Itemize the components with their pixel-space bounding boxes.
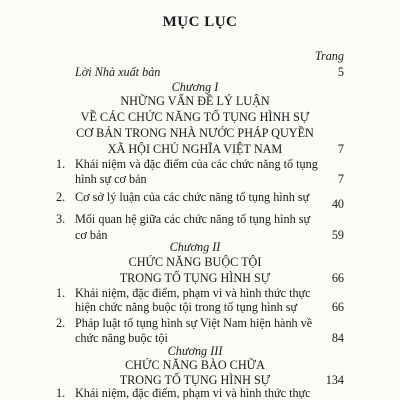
toc-item-text[interactable]: Khái niệm và đặc điểm của các chức năng tố tụng — [75, 157, 318, 171]
chapter-title-line[interactable]: CHỨC NĂNG BÀO CHỮA — [125, 358, 265, 372]
page-column-header: Trang — [314, 49, 344, 63]
toc-item-number: 3. — [56, 212, 66, 226]
chapter-title-line[interactable]: NHỮNG VẤN ĐỀ LÝ LUẬN — [120, 94, 270, 108]
chapter-title-line[interactable]: TRONG TỐ TỤNG HÌNH SỰ — [119, 373, 271, 387]
toc-item-text[interactable]: Cơ sở lý luận của các chức năng tố tụng hình sự — [75, 190, 310, 204]
toc-page-number: 66 — [331, 271, 344, 285]
toc-item-number: 2. — [56, 316, 66, 330]
toc-page-number: 5 — [337, 65, 344, 79]
toc-item-number: 1. — [56, 286, 66, 300]
toc-item-number: 1. — [56, 386, 66, 400]
toc-item-text[interactable]: Khái niệm, đặc điểm, phạm vi và hình thức thực — [75, 286, 311, 300]
toc-item-text[interactable]: Khái niệm, đặc điểm, phạm vi và hình thức thực — [75, 386, 311, 400]
toc-item-text[interactable]: chức năng buộc tội — [75, 331, 168, 345]
page-title: MỤC LỤC — [162, 14, 238, 30]
chapter-label: Chương II — [169, 240, 221, 254]
toc-page-number: 66 — [331, 300, 344, 314]
toc-page-number: 7 — [337, 142, 344, 156]
chapter-title-line[interactable]: CHỨC NĂNG BUỘC TỘI — [128, 255, 262, 269]
toc-entry-preface[interactable]: Lời Nhà xuất bản — [75, 65, 161, 79]
toc-item-text[interactable]: Pháp luật tố tụng hình sự Việt Nam hiện hành về — [75, 316, 313, 330]
chapter-title-line[interactable]: TRONG TỐ TỤNG HÌNH SỰ — [119, 271, 271, 285]
toc-page-number: 40 — [331, 197, 344, 211]
toc-item-text[interactable]: hình sự cơ bản — [75, 172, 147, 186]
toc-page-number: 7 — [337, 172, 344, 186]
chapter-title-line[interactable]: VỀ CÁC CHỨC NĂNG TỐ TỤNG HÌNH SỰ — [80, 110, 310, 124]
toc-item-number: 1. — [56, 157, 66, 171]
toc-item-text[interactable]: cơ bản — [75, 228, 108, 242]
toc-page-number: 84 — [331, 331, 344, 345]
toc-page-number: 134 — [325, 373, 344, 387]
chapter-label: Chương III — [167, 344, 223, 358]
toc-item-number: 2. — [56, 190, 66, 204]
toc-item-text[interactable]: Mối quan hệ giữa các chức năng tố tụng hình sự — [75, 212, 311, 226]
chapter-label: Chương I — [171, 80, 219, 94]
toc-item-text[interactable]: hiện chức năng buộc tội trong tố tụng hình sự — [75, 300, 298, 314]
chapter-title-line[interactable]: XÃ HỘI CHỦ NGHĨA VIỆT NAM — [107, 142, 283, 156]
toc-page-number: 59 — [331, 228, 344, 242]
chapter-title-line[interactable]: CƠ BẢN TRONG NHÀ NƯỚC PHÁP QUYỀN — [76, 126, 314, 140]
